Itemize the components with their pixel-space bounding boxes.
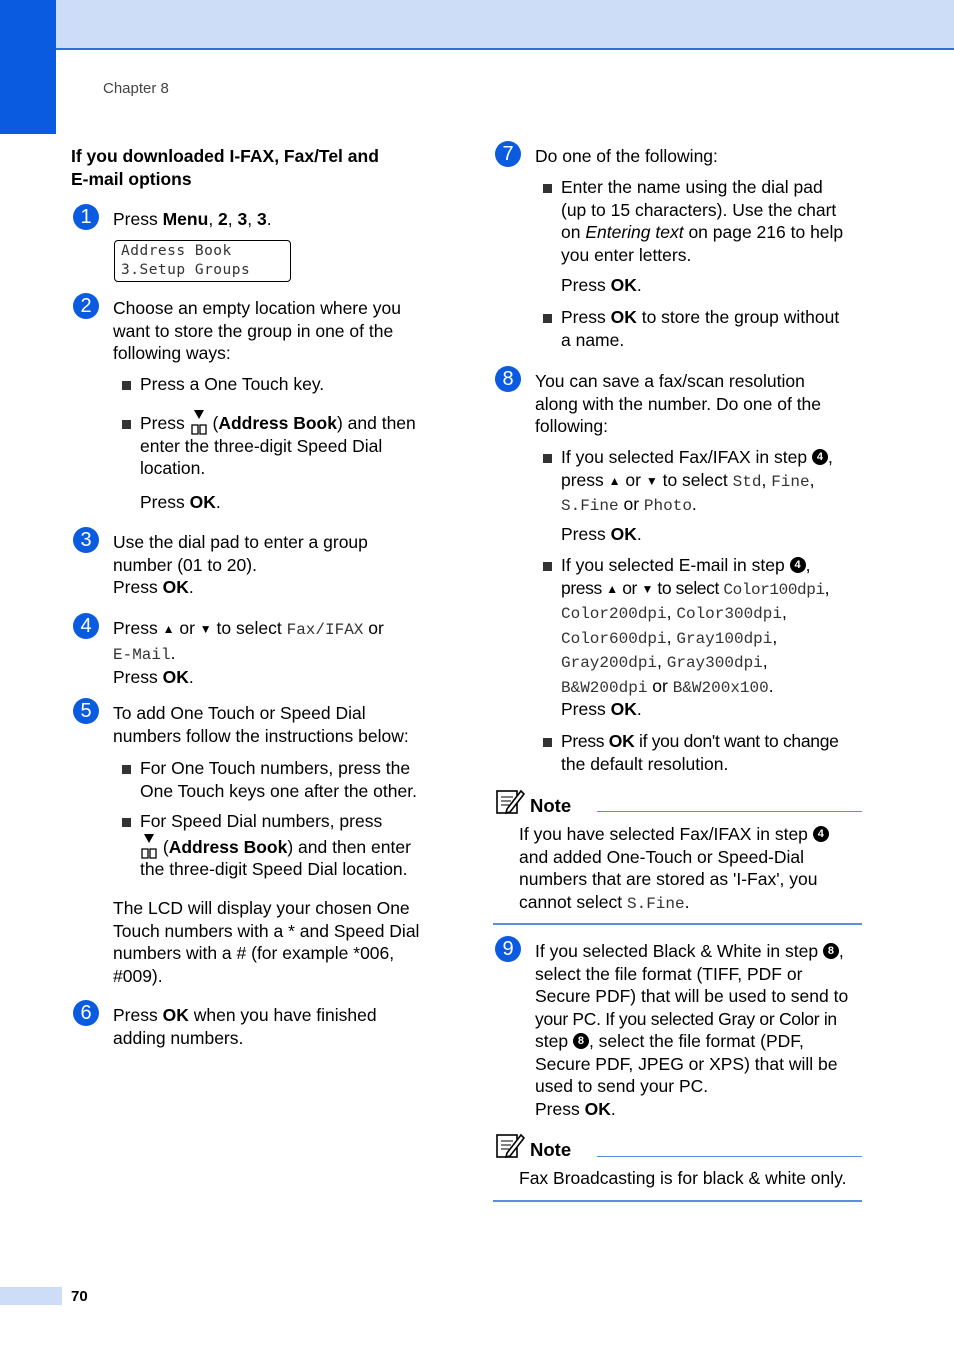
step-5-lcd-note: The LCD will display your chosen One Touch numbers with a * and Speed Dial numbers with a # (for example *006, #009). — [113, 898, 420, 986]
step-number-9: 9 — [495, 936, 521, 962]
step-number-5: 5 — [73, 698, 99, 724]
step-7-text: Do one of the following: — [535, 146, 718, 166]
down-arrow-icon: ▼ — [199, 622, 212, 637]
chapter-label: Chapter 8 — [103, 80, 169, 97]
bullet-icon — [543, 184, 552, 193]
section-heading: If you downloaded I-FAX, Fax/Tel and E-mail options — [71, 146, 379, 189]
step-number-3: 3 — [73, 527, 99, 553]
note-2-text: Fax Broadcasting is for black & white only. — [519, 1168, 847, 1188]
up-arrow-icon: ▲ — [162, 622, 175, 637]
step-number-8: 8 — [495, 366, 521, 392]
step-5-bullet-1: For One Touch numbers, press the One Touch keys one after the other. — [140, 758, 417, 801]
step-8-bullet-1: If you selected Fax/IFAX in step 4 , press ▲ or ▼ to select Std, Fine, S.Fine or Photo. — [561, 447, 833, 515]
bullet-icon — [543, 314, 552, 323]
down-arrow-icon: ▼ — [641, 581, 653, 596]
footer-band — [0, 1287, 62, 1305]
step-8-press-ok-2: Press OK. — [561, 699, 642, 719]
bullet-icon — [122, 765, 131, 774]
step-ref-icon: 8 — [573, 1033, 589, 1049]
lcd-display: Address Book 3.Setup Groups — [114, 240, 291, 282]
note-rule — [597, 1156, 862, 1157]
step-3-text: Use the dial pad to enter a group number (01 to 20). Press OK. — [113, 532, 368, 597]
step-8-text: You can save a fax/scan resolution along with the number. Do one of the following: — [535, 371, 822, 436]
step-2-press-ok: Press OK. — [140, 492, 221, 512]
step-6-text: Press OK when you have finished adding numbers. — [113, 1005, 377, 1048]
step-ref-icon: 4 — [812, 449, 828, 465]
chapter-tab — [0, 0, 56, 134]
note-1-text: If you have selected Fax/IFAX in step 4 and added One-Touch or Speed-Dial numbers that are stored as 'I-Fax', you cannot select S.Fine. — [519, 823, 864, 915]
step-5-bullet-2: For Speed Dial numbers, press (Address Book) and then enter the three-digit Speed Dial location. — [140, 811, 411, 879]
note-title: Note — [530, 795, 572, 816]
bullet-icon — [122, 420, 131, 429]
step-8-bullet-3: Press OK if you don't want to change the default resolution. — [561, 731, 839, 774]
step-2-bullet-2: Press (Address Book) and then enter the three-digit Speed Dial location. — [140, 412, 416, 480]
down-arrow-icon: ▼ — [645, 473, 658, 488]
step-number-1: 1 — [73, 204, 99, 230]
step-number-6: 6 — [73, 1000, 99, 1026]
step-ref-icon: 4 — [790, 557, 806, 573]
step-ref-icon: 4 — [813, 826, 829, 842]
step-number-7: 7 — [495, 141, 521, 167]
header-band — [56, 0, 954, 50]
step-2-text: Choose an empty location where you want to store the group in one of the following ways: — [113, 298, 401, 363]
note-pencil-icon — [495, 1132, 525, 1166]
step-9-text: If you selected Black & White in step 8 , select the file format (TIFF, PDF or Secure PDF) that will be used to send to your PC. If you selected Gray or Color in step 8 , select the file format (PDF, Secure PDF, JPEG or XPS) that will be used to send your PC. Press OK. — [535, 941, 849, 1119]
step-8-bullet-2: If you selected E-mail in step 4 , press ▲ or ▼ to select Color100dpi, Color200dpi, Color300dpi, Color600dpi, Gray100dpi, Gray200dpi, Gray300dpi, B&W200dpi or B&W200x100. — [561, 555, 830, 697]
note-title: Note — [530, 1139, 572, 1160]
step-7-bullet-1: Enter the name using the dial pad (up to 15 characters). Use the chart on Entering text on page 216 to help you enter letters. — [561, 177, 844, 265]
step-1-text: Press Menu, 2, 3, 3. — [113, 209, 272, 229]
step-7-bullet-2: Press OK to store the group without a name. — [561, 307, 840, 350]
note-bottom-rule — [493, 923, 862, 925]
address-book-icon — [140, 836, 158, 858]
step-2-bullet-1: Press a One Touch key. — [140, 374, 325, 394]
step-ref-icon: 8 — [823, 943, 839, 959]
step-7-press-ok: Press OK. — [561, 275, 642, 295]
page-number: 70 — [71, 1288, 88, 1305]
up-arrow-icon: ▲ — [608, 473, 621, 488]
bullet-icon — [122, 818, 131, 827]
up-arrow-icon: ▲ — [606, 581, 618, 596]
address-book-icon — [190, 412, 208, 434]
step-number-4: 4 — [73, 613, 99, 639]
bullet-icon — [122, 381, 131, 390]
note-pencil-icon — [495, 788, 525, 822]
note-bottom-rule — [493, 1200, 862, 1202]
bullet-icon — [543, 562, 552, 571]
step-number-2: 2 — [73, 293, 99, 319]
step-5-text: To add One Touch or Speed Dial numbers follow the instructions below: — [113, 703, 409, 746]
note-rule — [597, 811, 862, 812]
step-8-press-ok-1: Press OK. — [561, 524, 642, 544]
step-4-text: Press ▲ or ▼ to select Fax/IFAX or E-Mail. Press OK. — [113, 618, 384, 687]
bullet-icon — [543, 738, 552, 747]
bullet-icon — [543, 454, 552, 463]
